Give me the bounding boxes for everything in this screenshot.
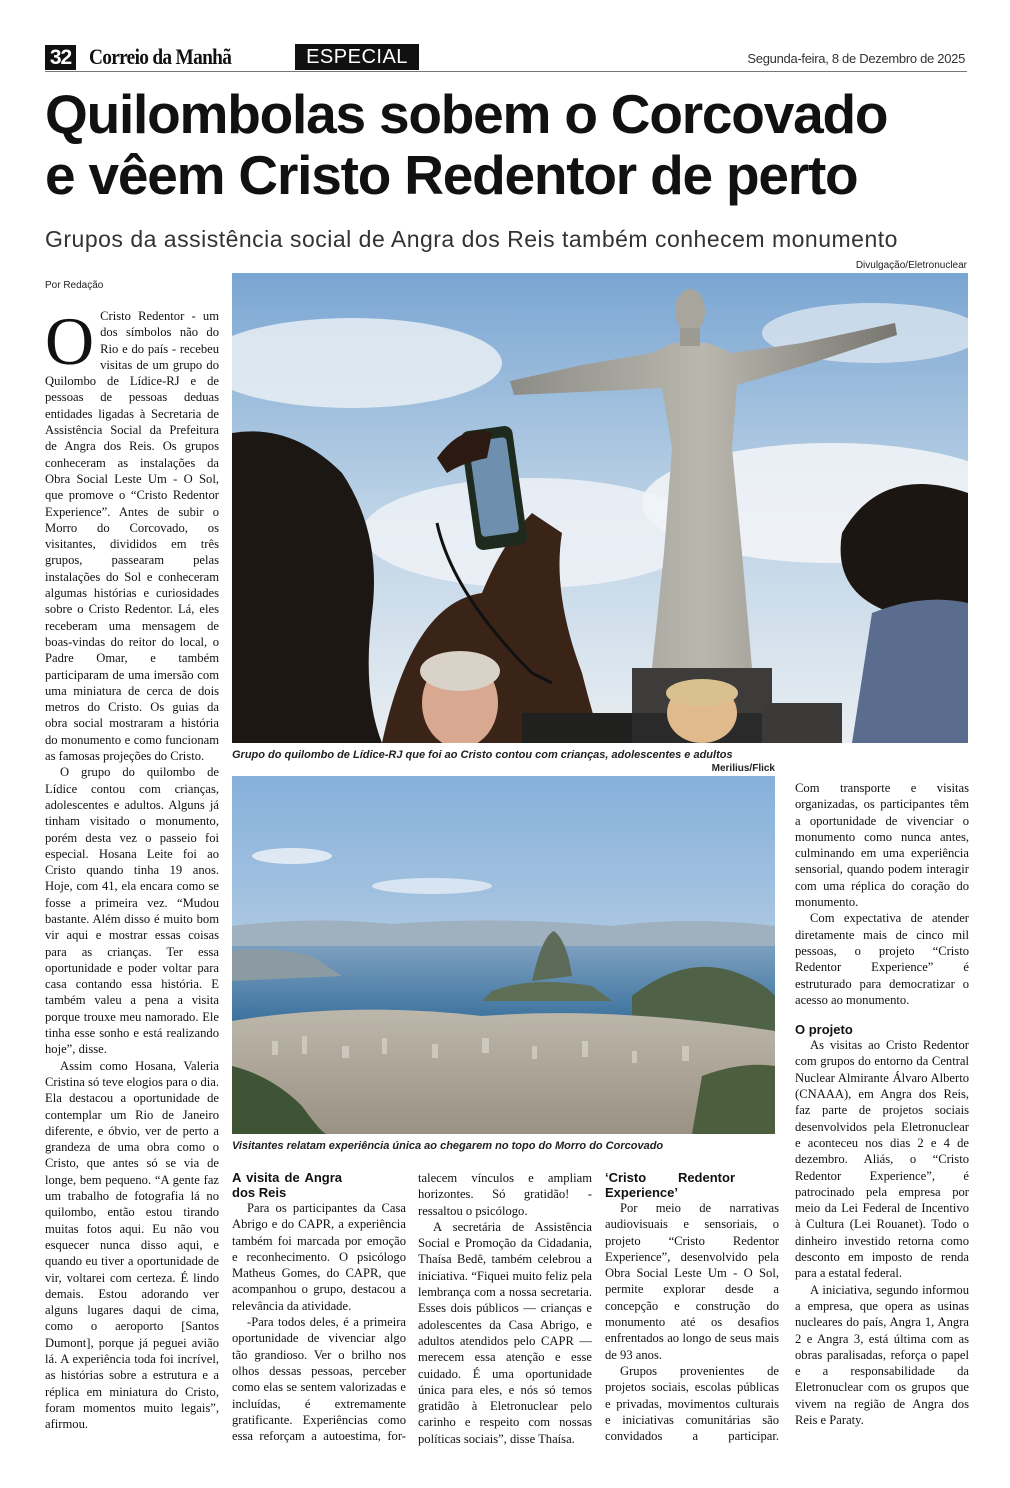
article-column-2 [232, 1170, 406, 1444]
article-paragraph: As visitas ao Cristo Redentor com grupos do entorno da Central Nuclear Almirante Álvaro Alberto (CNAAA), em Angra dos Reis, faz parte de projetos sociais desenvolvidos pela Eletronuclear e aconteceu nos dias 2 e 4 de dezembro. Aliás, o “Cristo Redentor Experience”, é patrocinado pela empresa por meio da Lei Federal de Incentivo à Cultura (Lei Rouanet). Todo o dinheiro investido retorna como desconto em imposto de renda para a estatal federal. [795, 1038, 969, 1281]
article-paragraph: Assim como Hosana, Valeria Cristina só teve elogios para o dia. Ela destacou a oportunidade de contemplar um Rio de Janeiro diferente, e óbvio, ver de perto a grandeza de uma obra como o Cristo, que antes só se via de longe, bem pequeno. “A gente faz um trabalho de fotografia lá no quilombo, então estou tirando muitas fotos aqui. Eu não vou esquecer nunca disso aqui, e quando eu tiver a oportunidade de vir, voltarei com certeza. É lindo demais. Estou adorando ver alguns lugares daqui de cima, como o aeroporto [Santos Dumont], porque já peguei avião lá. A experiência toda foi incrível, as histórias sobre a estrutura e a réplica em miniatura do Cristo, foram momentos muito legais”, afirmou. [45, 1058, 219, 1432]
newspaper-masthead: Correio da Manhã [89, 44, 232, 69]
main-photo-credit: Divulgação/Eletronuclear [855, 260, 967, 271]
second-photo-rio-panorama [232, 776, 775, 1134]
headline-line-2: e vêem Cristo Redentor de perto [45, 144, 858, 206]
header-divider [45, 71, 967, 72]
article-paragraph: A iniciativa, segundo informou a empresa, que opera as usinas nucleares do país, Angra 1, Angra 2 e Angra 3, está última com as obras paralisadas, reforça o papel e a responsabilidade da Eletronuclear com os grupos que vivem na região de Angra dos Reis e Paraty. [795, 1282, 969, 1427]
paragraph-text: Cristo Redentor - um dos símbolos não do Rio e do país - recebeu visitas de um grupo do Quilombo de Lídice-RJ e de pessoas de pessoas deduas entidades ligadas à Secretaria de Assistência Social da Prefeitura de Angra dos Reis. Os grupos conheceram as instalações da Obra Social Leste Um - O Sol, que promove o “Cristo Redentor Experience”. Antes de subir o Morro do Corcovado, os visitantes, divididos em três grupos, passearam pelas instalações do Sol e conheceram algumas histórias e curiosidades sobre o Cristo Redentor. Lá, eles receberam uma mensagem de boas-vindas do reitor do local, o Padre Omar, e também participaram de uma imersão com uma miniatura de cerca de dois metros do Cristo. Os guias da obra social mostraram a história do monumento e como funcionam as famosas projeções do Cristo. [45, 309, 219, 764]
section-label: ESPECIAL [295, 44, 419, 70]
article-paragraph: Para os participantes da Casa Abrigo e do CAPR, a experiência também foi marcada por emoção e reconhecimento. O psicólogo Matheus Gomes, do CAPR, que acompanhou o grupo, destacou a relevância da atividade. [232, 1201, 406, 1313]
article-paragraph [45, 303, 219, 764]
article-column-5 [795, 780, 969, 1428]
second-photo-caption: Visitantes relatam experiência única ao chegarem no topo do Morro do Corcovado [232, 1140, 664, 1152]
second-photo-credit: Merilius/Flick [711, 763, 775, 774]
article-paragraph: talecem vínculos e ampliam horizontes. Só gratidão! - ressaltou o psicólogo. [418, 1171, 592, 1218]
main-photo-christ-redeemer [232, 273, 968, 743]
article-paragraph: -Para todos deles, é a primeira oportunidade de vivenciar algo tão grandioso. Ver o brilho nos olhos dessas pessoas, perceber como elas se sentem valorizadas e incluídas, é extremamente gratificante. Experiências como essa reforçam a autoestima, for- [232, 1315, 406, 1444]
article-paragraph: O grupo do quilombo de Lídice contou com crianças, adolescentes e adultos. Alguns já tinham visitado o monumento, porém desta vez o passeio foi especial. Hosana Leite foi ao Cristo quando tinha 19 anos. Hoje, com 41, ela encara como se fosse a primeira vez. “Mudou bastante. Além disso é muito bom vir aqui e mostrar essas coisas para as crianças. Ter essa oportunidade e poder voltar para casa contando essa história. E também valeu a pena a visita porque trouxe meu namorado. Ele tinha esse sonho e está realizando hoje”, disse. [45, 765, 219, 1057]
subheading-cristo-redentor-experience: ‘Cristo Redentor Experience’ [605, 1170, 735, 1200]
page-number: 32 [45, 45, 76, 70]
article-column-4 [605, 1170, 779, 1444]
article-paragraph: Por meio de narrativas audiovisuais e sensoriais, o projeto “Cristo Redentor Experience”, desenvolvido pela Obra Social Leste Um - O Sol, permite explorar desde a concepção e construção do monumento até os desafios enfrentados ao longo de seus mais de 93 anos. [605, 1201, 779, 1362]
article-column-3 [418, 1170, 592, 1447]
article-paragraph: A secretária de Assistência Social e Promoção da Cidadania, Thaísa Bedê, também celebrou a iniciativa. “Fiquei muito feliz pela lembrança com a nossa secretaria. Esses dois públicos — crianças e adolescentes da Casa Abrigo, e adultos atendidos pelo CAPR — merecem essa atenção e esse cuidado. É uma oportunidade única para eles, e nós só temos gratidão à Eletronuclear pelo carinho e respeito com nossas políticas sociais”, disse Thaísa. [418, 1219, 592, 1446]
drop-cap: O [45, 303, 95, 379]
subheading-a-visita: A visita de Angra dos Reis [232, 1170, 342, 1200]
headline [45, 84, 975, 206]
headline-line-1: Quilombolas sobem o Corcovado [45, 83, 888, 145]
publication-date: Segunda-feira, 8 de Dezembro de 2025 [747, 51, 965, 66]
article-paragraph: Grupos provenientes de projetos sociais, escolas públicas e privadas, movimentos culturais e iniciativas comunitárias são convidados a participar. [605, 1363, 779, 1444]
main-photo-caption: Grupo do quilombo de Lídice-RJ que foi ao Cristo contou com crianças, adolescentes e adultos [232, 749, 733, 761]
article-paragraph: Com transporte e visitas organizadas, os participantes têm a oportunidade de vivenciar o monumento como nunca antes, culminando em uma experiência sensorial, quando podem interagir com uma réplica do coração do monumento. [795, 781, 969, 910]
article-paragraph: Com expectativa de atender diretamente mais de cinco mil pessoas, o projeto “Cristo Redentor Experience” é estruturado para democratizar o acesso ao monumento. [795, 911, 969, 1007]
subtitle: Grupos da assistência social de Angra dos Reis também conhecem monumento [45, 226, 898, 252]
article-column-1 [45, 303, 219, 1432]
byline: Por Redação [45, 280, 104, 291]
subheading-o-projeto: O projeto [795, 1022, 853, 1038]
